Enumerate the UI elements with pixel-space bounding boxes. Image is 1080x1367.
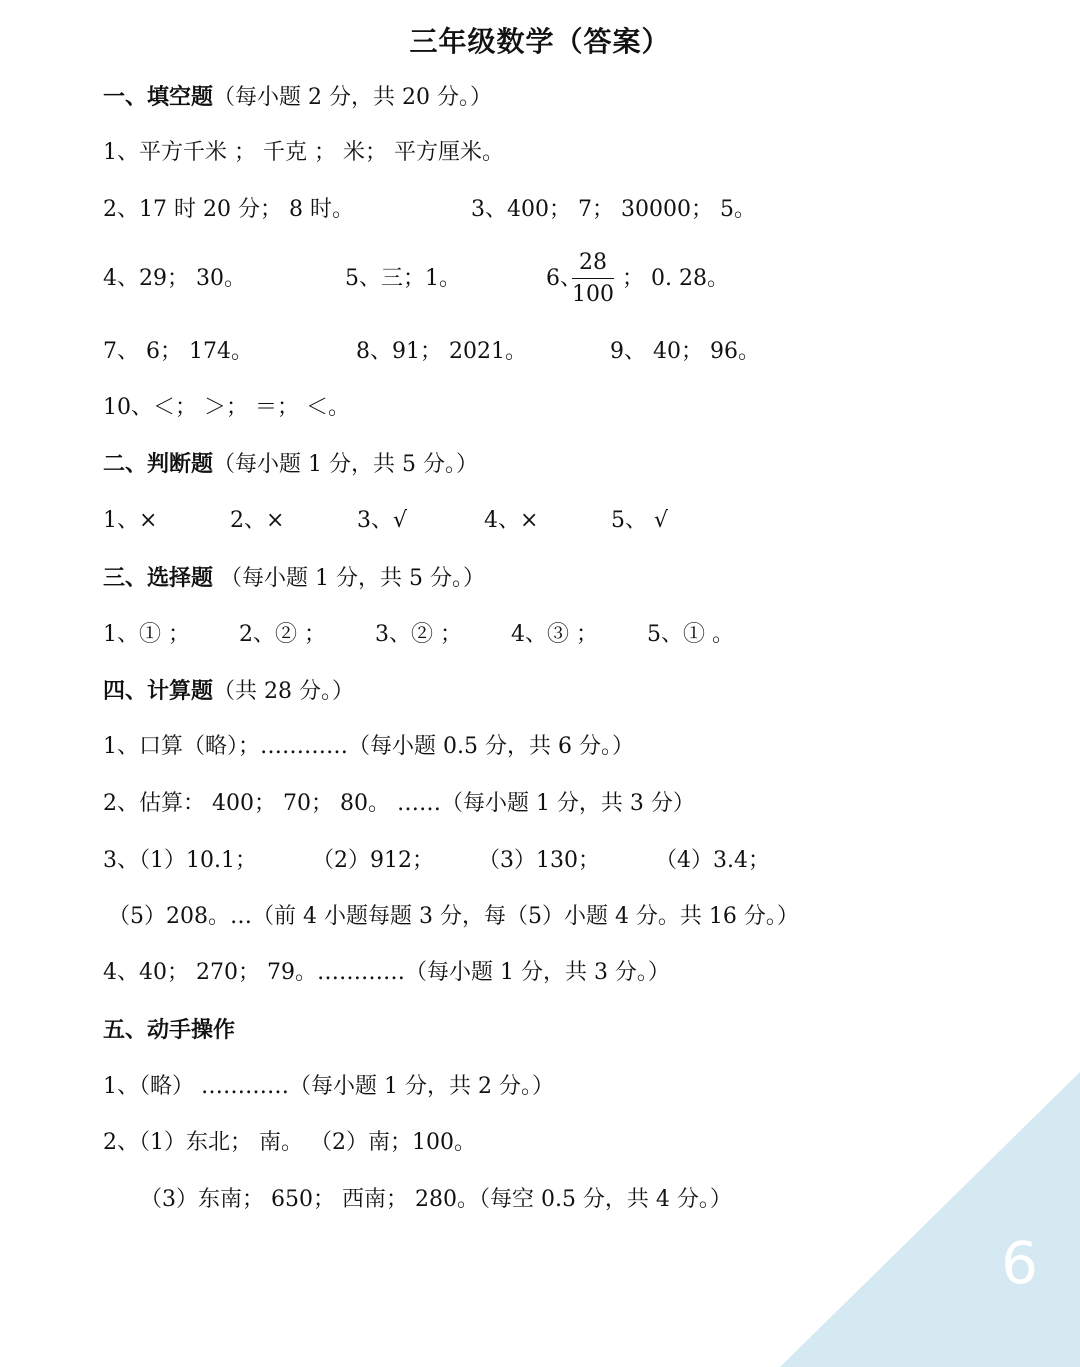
judgement-answer: 4、×	[484, 508, 539, 533]
judgement-answer: 1、×	[103, 508, 158, 533]
section4-name: 四、计算题	[103, 678, 214, 704]
section5-heading	[103, 1015, 235, 1046]
section4-q3-part: （2）912；	[312, 848, 434, 873]
judgement-answer: 5、 √	[611, 508, 669, 533]
section1-name: 一、填空题	[103, 84, 214, 110]
page-number: 6	[1001, 1229, 1038, 1297]
fraction-numerator: 28	[572, 250, 614, 279]
fraction-denominator: 100	[572, 282, 614, 307]
section5-q1: 1、（略） …………（每小题 1 分，共 2 分。）	[103, 1074, 554, 1099]
section4-q2: 2、估算： 400； 70； 80。 ……（每小题 1 分，共 3 分）	[103, 791, 695, 816]
section1-heading	[103, 82, 492, 113]
section3-heading	[103, 563, 485, 594]
section1-q9: 9、 40； 96。	[610, 339, 760, 364]
section1-q6-prefix: 6、	[546, 266, 582, 291]
section4-q3-part: （4）3.4；	[655, 848, 770, 873]
section4-heading	[103, 676, 354, 707]
section1-q8: 8、91； 2021。	[356, 339, 527, 364]
section4-score: （共 28 分。）	[213, 679, 354, 704]
section4-q3-part: 3、（1）10.1；	[103, 848, 257, 873]
section5-q2-line2: （3）东南； 650； 西南； 280。（每空 0.5 分，共 4 分。）	[140, 1187, 732, 1212]
choice-answer: 1、① ；	[103, 622, 190, 647]
page-title: 三年级数学（答案）	[409, 25, 671, 58]
section1-q2: 2、17 时 20 分； 8 时。	[103, 197, 354, 222]
section4-q3-line2: （5）208。…（前 4 小题每题 3 分，每（5）小题 4 分。共 16 分。）	[108, 904, 799, 929]
section1-q3: 3、400； 7； 30000； 5。	[471, 197, 756, 222]
choice-answer: 4、③ ；	[511, 622, 598, 647]
section4-q1: 1、口算（略）；…………（每小题 0.5 分，共 6 分。）	[103, 734, 634, 759]
section5-q2: 2、（1）东北； 南。 （2）南；100。	[103, 1130, 476, 1155]
section1-q6-fraction	[572, 250, 614, 309]
section1-q5: 5、三；1。	[345, 266, 461, 291]
section1-q1: 1、平方千米 ； 千克 ； 米； 平方厘米。	[103, 140, 504, 165]
section3-name: 三、选择题	[103, 565, 214, 591]
section4-q4: 4、40； 270； 79。…………（每小题 1 分，共 3 分。）	[103, 960, 670, 985]
judgement-answer: 2、×	[230, 508, 285, 533]
choice-answer: 3、② ；	[375, 622, 462, 647]
choice-answer: 2、② ；	[239, 622, 326, 647]
section1-q7: 7、 6； 174。	[103, 339, 253, 364]
section1-q4: 4、29； 30。	[103, 266, 246, 291]
section1-q6-suffix: ； 0. 28。	[622, 266, 729, 291]
section2-name: 二、判断题	[103, 451, 214, 477]
section2-score: （每小题 1 分，共 5 分。）	[213, 452, 478, 477]
section1-q10: 10、＜； ＞； ＝； ＜。	[103, 395, 350, 420]
choice-answer: 5、① 。	[647, 622, 734, 647]
section3-score: （每小题 1 分，共 5 分。）	[213, 566, 485, 591]
judgement-answer: 3、√	[357, 508, 408, 533]
section5-name: 五、动手操作	[103, 1017, 236, 1043]
section4-q3-part: （3）130；	[478, 848, 600, 873]
corner-triangle-decoration	[780, 1072, 1080, 1367]
section1-score: （每小题 2 分，共 20 分。）	[213, 85, 492, 110]
section2-heading	[103, 449, 478, 480]
